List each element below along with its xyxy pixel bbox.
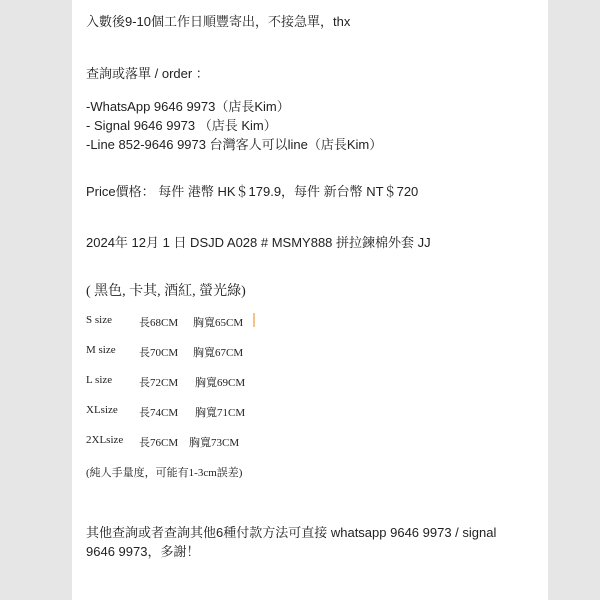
size-label: L size [86, 374, 113, 386]
size-chest: 胸寬71CM [195, 407, 246, 419]
contact-signal: - Signal 9646 9973 （店長 Kim） [86, 118, 277, 133]
contact-line: -Line 852-9646 9973 台灣客人可以line（店長Kim） [86, 137, 383, 152]
color-options: ( 黑色, 卡其, 酒紅, 螢光綠) [86, 284, 246, 299]
size-label: S size [86, 314, 112, 326]
size-chest: 胸寬69CM [195, 377, 246, 389]
size-length: 長68CM [139, 317, 179, 329]
document-page [72, 0, 548, 600]
product-line: 2024年 12月 1 日 DSJD A028 # MSMY888 拼拉鍊棉外套 JJ [86, 235, 431, 250]
order-heading: 查詢或落單 / order ： [86, 66, 209, 81]
size-label: M size [86, 344, 116, 356]
size-chest: 胸寬67CM [193, 347, 244, 359]
price-line: Price價格： 每件 港幣 HK＄179.9，每件 新台幣 NT＄720 [86, 184, 419, 199]
size-length: 長70CM [139, 347, 179, 359]
footer-line-1: 其他查詢或者查詢其他6種付款方法可直接 whatsapp 9646 9973 / signal [86, 525, 497, 540]
size-length: 長74CM [139, 407, 179, 419]
text-cursor [253, 313, 255, 327]
size-label: 2XLsize [86, 434, 124, 446]
shipping-notice: 入數後9-10個工作日順豐寄出，不接急單，thx [86, 14, 351, 29]
size-length: 長76CM [139, 437, 179, 449]
measurement-note: (純人手量度，可能有1-3cm誤差) [86, 467, 243, 479]
size-length: 長72CM [139, 377, 179, 389]
contact-whatsapp: -WhatsApp 9646 9973（店長Kim） [86, 99, 290, 114]
size-label: XLsize [86, 404, 118, 416]
footer-line-2: 9646 9973，多謝！ [86, 544, 200, 559]
size-chest: 胸寬73CM [189, 437, 240, 449]
size-chest: 胸寬65CM [193, 317, 244, 329]
